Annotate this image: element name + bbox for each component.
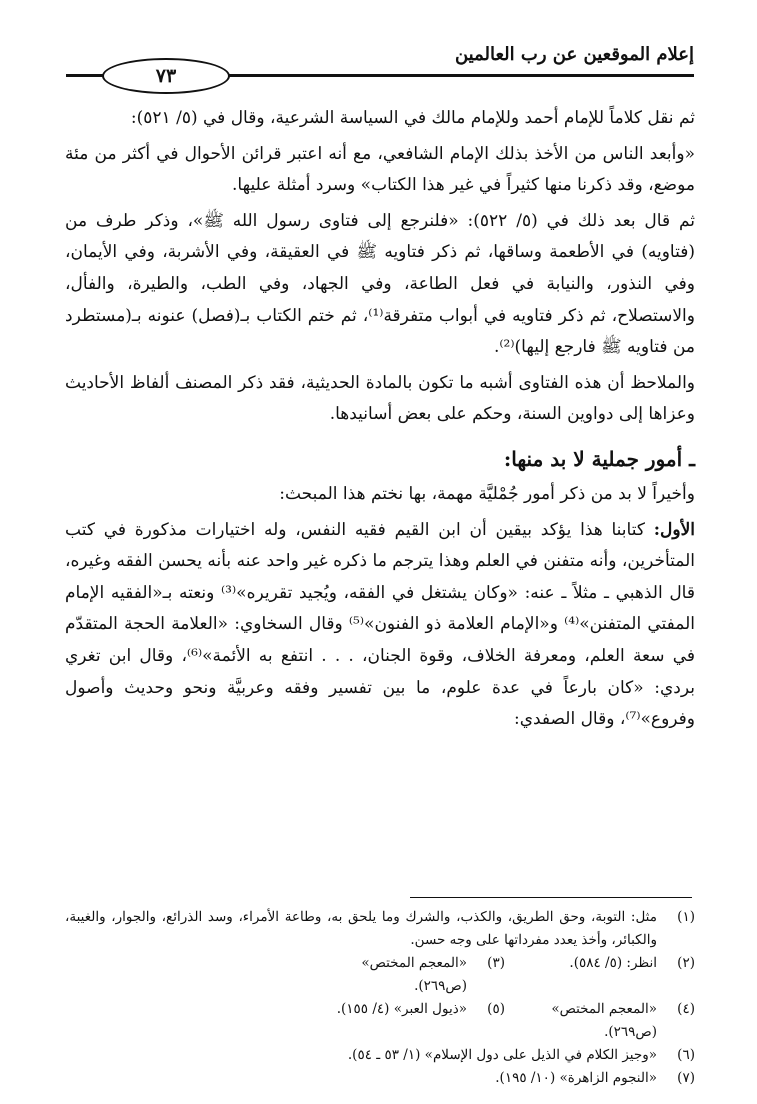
footnote-number: (٦) — [677, 1047, 695, 1063]
page-header — [66, 40, 694, 100]
footnote — [65, 1044, 695, 1067]
footnote — [65, 1067, 695, 1090]
footnote-row — [65, 952, 695, 998]
section-heading: ـ أمور جملية لا بد منها: — [503, 446, 695, 471]
quote-paragraph: «وأبعد الناس من الأخذ بذلك الإمام الشافعي، مع أنه اعتبر قرائن الأحوال في أكثر من مئة موضع، وقد ذكرنا منها كثيراً في غير هذا الكتاب» وسرد أمثلة عليها. — [65, 143, 695, 196]
page-number-badge: ٧٣ — [102, 58, 230, 94]
body-text — [65, 103, 695, 740]
footnote-number: (٤) — [677, 1001, 695, 1017]
paragraph-text: كتابنا هذا يؤكد بيقين أن ابن القيم فقيه النفس، وله اختيارات مذكورة في كتب المتأخرين، وأنه متفنن في العلم وهذا يترجم ما ذكره غير واحد عنه بأنه يحسن الفقه وغيره، قال الذهبي ـ مثلاً ـ عنه: «وكان يشتغل في الفقه، ويُجيد تقريره»⁽³⁾ ونعته بـ«الفقيه الإمام المفتي المتفنن»⁽⁴⁾ و«الإمام العلامة ذو الفنون»⁽⁵⁾ وقال السخاوي: «العلامة الحجة المتقدّم في سعة العلم، ومعرفة الخلاف، وقوة الجنان، . . . انتفع به الأئمة»⁽⁶⁾، وقال ابن تغري بردي: «كان بارعاً في عدة علوم، ما بين تفسير وفقه وعربيَّة ونحو وحديث وأصول وفروع»⁽⁷⁾، وقال الصفدي: — [65, 519, 695, 730]
paragraph: وأخيراً لا بد من ذكر أمور جُمْليَّة مهمة، بها نختم هذا المبحث: — [279, 483, 695, 504]
footnote-text: «ذيول العبر» (٤/ ١٥٥). — [336, 1001, 467, 1017]
footnote — [315, 998, 505, 1044]
paragraph — [65, 515, 695, 736]
paragraph: والملاحظ أن هذه الفتاوى أشبه ما تكون بالمادة الحديثية، فقد ذكر المصنف ألفاظ الأحاديث وعزاها إلى دواوين السنة، وحكم على بعض أسانيدها. — [65, 372, 695, 425]
footnote-number: (٢) — [677, 955, 695, 971]
footnote-separator — [410, 897, 692, 898]
footnote — [65, 906, 695, 952]
footnote-number: (٣) — [487, 955, 505, 971]
paragraph-lead: الأول: — [653, 519, 695, 540]
footnote-text: «المعجم المختص» (ص٢٦٩). — [551, 1001, 657, 1040]
footnote-text: «النجوم الزاهرة» (١٠/ ١٩٥). — [495, 1070, 657, 1086]
footnote — [505, 952, 695, 998]
footnote-text: انظر: (٥/ ٥٨٤). — [569, 955, 657, 971]
footnote-text: «المعجم المختص» (ص٢٦٩). — [361, 955, 467, 994]
paragraph: ثم قال بعد ذلك في (٥/ ٥٢٢): «فلنرجع إلى فتاوى رسول الله ﷺ»، وذكر طرف من (فتاويه) في الأطعمة وساقها، ثم ذكر فتاويه ﷺ في العقيقة، وفي الأشربة، وفي الأيمان، وفي النذور، والنيابة في فعل الطاعة، وفي الجهاد، وفي الطب، والطيرة، والفأل، والاستصلاح، ثم ذكر فتاويه في أبواب متفرقة⁽¹⁾، ثم ختم الكتاب بـ(فصل) عنونه بـ(مستطرد من فتاويه ﷺ فارجع إليها)⁽²⁾. — [65, 210, 695, 358]
footnote-row — [65, 998, 695, 1044]
footnote-number: (٧) — [677, 1070, 695, 1086]
running-title: إعلام الموقعين عن رب العالمين — [454, 44, 694, 65]
footnote-text: مثل: التوبة، وحق الطريق، والكذب، والشرك وما يلحق به، وطاعة الأمراء، وسد الذرائع، والجوار، والغيبة، والكبائر، وأخذ يعدد مفرداتها على وجه حسن. — [65, 909, 657, 948]
footnotes — [65, 906, 695, 1090]
footnote-number: (٥) — [487, 1001, 505, 1017]
footnote-text: «وجيز الكلام في الذيل على دول الإسلام» (١/ ٥٣ ـ ٥٤). — [347, 1047, 657, 1063]
footnote — [505, 998, 695, 1044]
footnote — [315, 952, 505, 998]
paragraph: ثم نقل كلاماً للإمام أحمد وللإمام مالك في السياسة الشرعية، وقال في (٥/ ٥٢١): — [130, 108, 695, 128]
footnote-number: (١) — [677, 909, 695, 925]
